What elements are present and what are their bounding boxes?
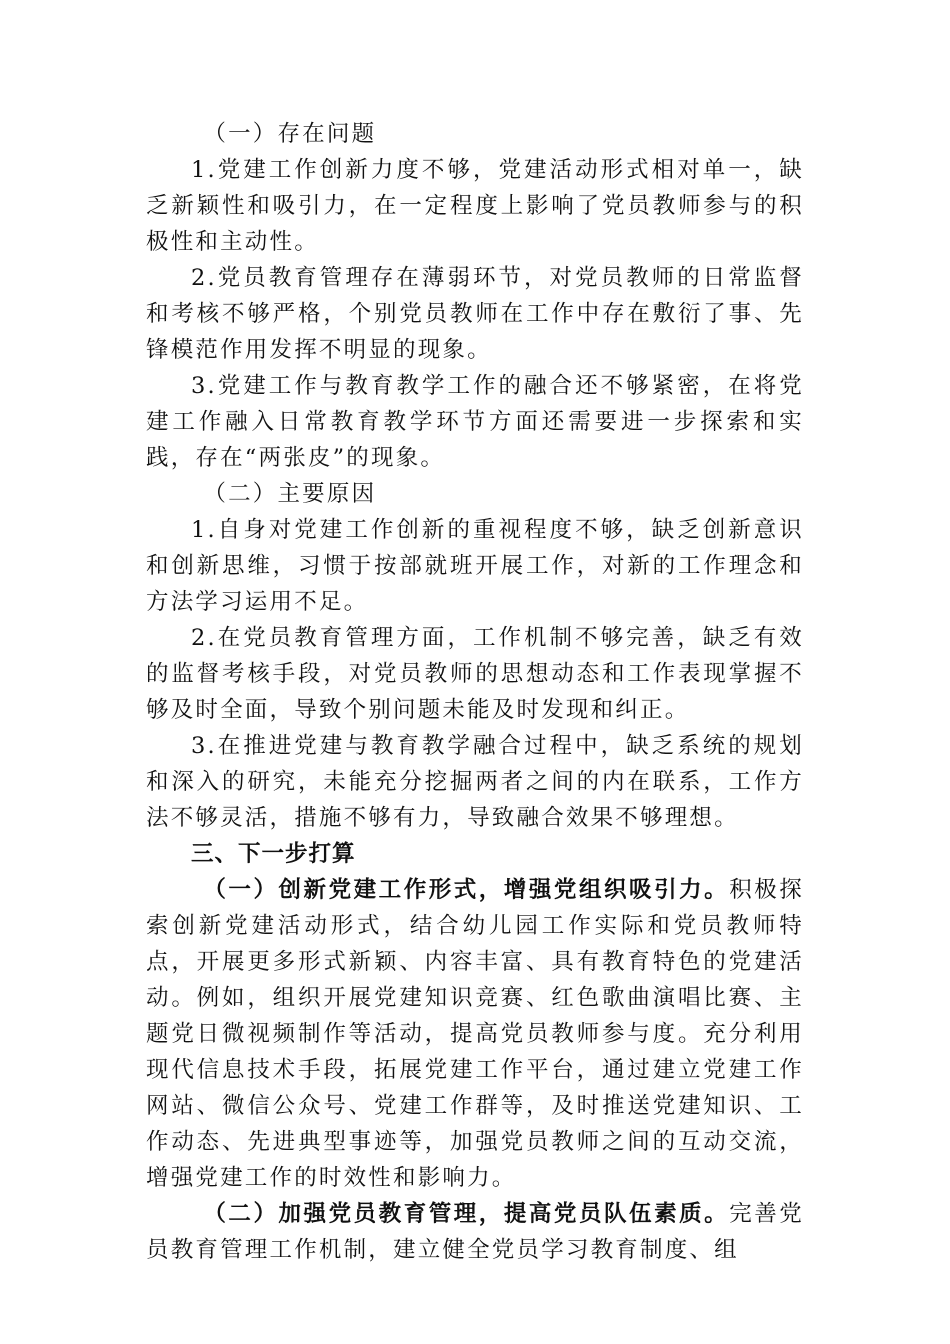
plan-1-lead: （一）创新党建工作形式，增强党组织吸引力。 <box>203 877 730 903</box>
paragraph-problem-3: 3.党建工作与教育教学工作的融合还不够紧密，在将党建工作融入日常教育教学环节方面还需要进一步探索和实践，存在“两张皮”的现象。 <box>146 373 804 471</box>
paragraph-cause-1: 1.自身对党建工作创新的重视程度不够，缺乏创新意识和创新思维，习惯于按部就班开展工作，对新的工作理念和方法学习运用不足。 <box>146 517 804 615</box>
plan-2-text: 完善党员教育管理工作机制，建立健全党员学习教育制度、组 <box>146 1201 804 1263</box>
document-body <box>146 116 804 1268</box>
plan-2-lead: （二）加强党员教育管理，提高党员队伍素质。 <box>203 1201 730 1227</box>
paragraph-cause-2: 2.在党员教育管理方面，工作机制不够完善，缺乏有效的监督考核手段，对党员教师的思想动态和工作表现掌握不够及时全面，导致个别问题未能及时发现和纠正。 <box>146 625 804 723</box>
paragraph-plan-2 <box>146 1196 804 1268</box>
paragraph-problem-1: 1.党建工作创新力度不够，党建活动形式相对单一，缺乏新颖性和吸引力，在一定程度上影响了党员教师参与的积极性和主动性。 <box>146 157 804 255</box>
chapter-heading-next-steps: 三、下一步打算 <box>191 841 356 867</box>
paragraph-cause-3: 3.在推进党建与教育教学融合过程中，缺乏系统的规划和深入的研究，未能充分挖掘两者之间的内在联系，工作方法不够灵活，措施不够有力，导致融合效果不够理想。 <box>146 733 804 831</box>
section-heading-problems: （一）存在问题 <box>203 121 377 147</box>
plan-1-text: 积极探索创新党建活动形式，结合幼儿园工作实际和党员教师特点，开展更多形式新颖、内容丰富、具有教育特色的党建活动。例如，组织开展党建知识竞赛、红色歌曲演唱比赛、主题党日微视频制作等活动，提高党员教师参与度。充分利用现代信息技术手段，拓展党建工作平台，通过建立党建工作网站、微信公众号、党建工作群等，及时推送党建知识、工作动态、先进典型事迹等，加强党员教师之间的互动交流，增强党建工作的时效性和影响力。 <box>146 877 804 1191</box>
section-heading-causes: （二）主要原因 <box>203 481 377 507</box>
paragraph-problem-2: 2.党员教育管理存在薄弱环节，对党员教师的日常监督和考核不够严格，个别党员教师在工作中存在敷衍了事、先锋模范作用发挥不明显的现象。 <box>146 265 804 363</box>
paragraph-plan-1 <box>146 872 804 1196</box>
